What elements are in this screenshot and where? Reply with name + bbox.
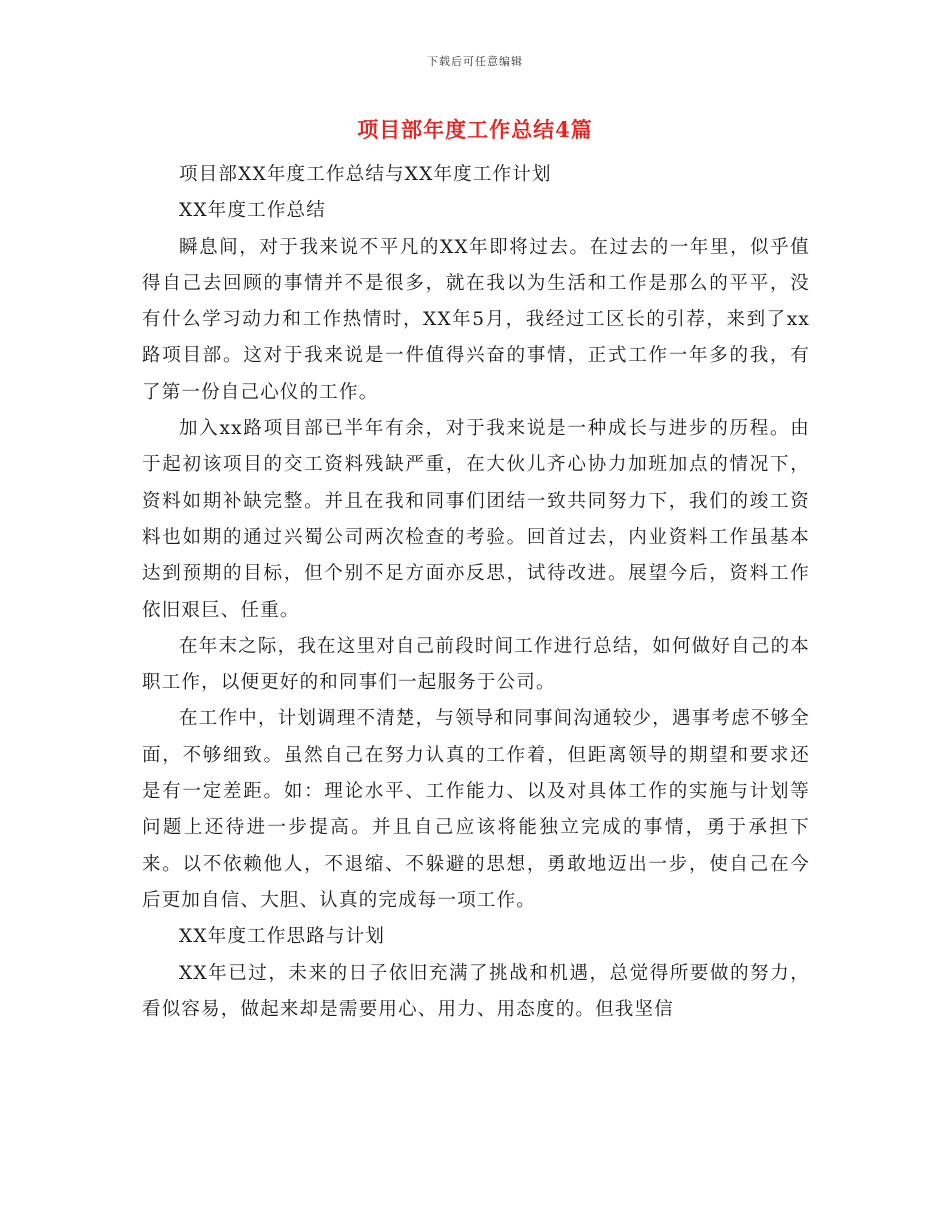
paragraph: 加入xx路项目部已半年有余，对于我来说是一种成长与进步的历程。由于起初该项目的交工资料残缺严重，在大伙儿齐心协力加班加点的情况下，资料如期补缺完整。并且在我和同事们团结一致共同努力下，我们的竣工资料也如期的通过兴蜀公司两次检查的考验。回首过去，内业资料工作虽基本达到预期的目标，但个别不足方面亦反思，试待改进。展望今后，资料工作依旧艰巨、任重。 [142, 418, 810, 621]
paragraph-subtitle: 项目部XX年度工作总结与XX年度工作计划 [179, 164, 552, 185]
paragraph: 在年末之际，我在这里对自己前段时间工作进行总结，如何做好自己的本职工作，以便更好的和同事们一起服务于公司。 [142, 635, 810, 694]
paragraph: 在工作中，计划调理不清楚，与领导和同事间沟通较少，遇事考虑不够全面，不够细致。虽然自己在努力认真的工作着，但距离领导的期望和要求还是有一定差距。如：理论水平、工作能力、以及对具体工作的实施与计划等问题上还待进一步提高。并且自己应该将能独立完成的事情，勇于承担下来。以不依赖他人，不退缩、不躲避的思想，勇敢地迈出一步，使自己在今后更加自信、大胆、认真的完成每一项工作。 [142, 708, 810, 911]
document-body [142, 157, 810, 1028]
paragraph: 瞬息间，对于我来说不平凡的XX年即将过去。在过去的一年里，似乎值得自己去回顾的事情并不是很多，就在我以为生活和工作是那么的平平，没有什么学习动力和工作热情时，XX年5月，我经过工区长的引荐，来到了xx路项目部。这对于我来说是一件值得兴奋的事情，正式工作一年多的我，有了第一份自己心仪的工作。 [142, 236, 810, 403]
document-title: 项目部年度工作总结4篇 [357, 117, 593, 142]
paragraph-section-heading: XX年度工作思路与计划 [179, 926, 386, 948]
paragraph-section-heading: XX年度工作总结 [179, 200, 326, 222]
paragraph: XX年已过，未来的日子依旧充满了挑战和机遇，总觉得所要做的努力，看似容易，做起来却是需要用心、用力、用态度的。但我坚信 [142, 962, 810, 1020]
header-note: 下载后可任意编辑 [427, 55, 523, 68]
